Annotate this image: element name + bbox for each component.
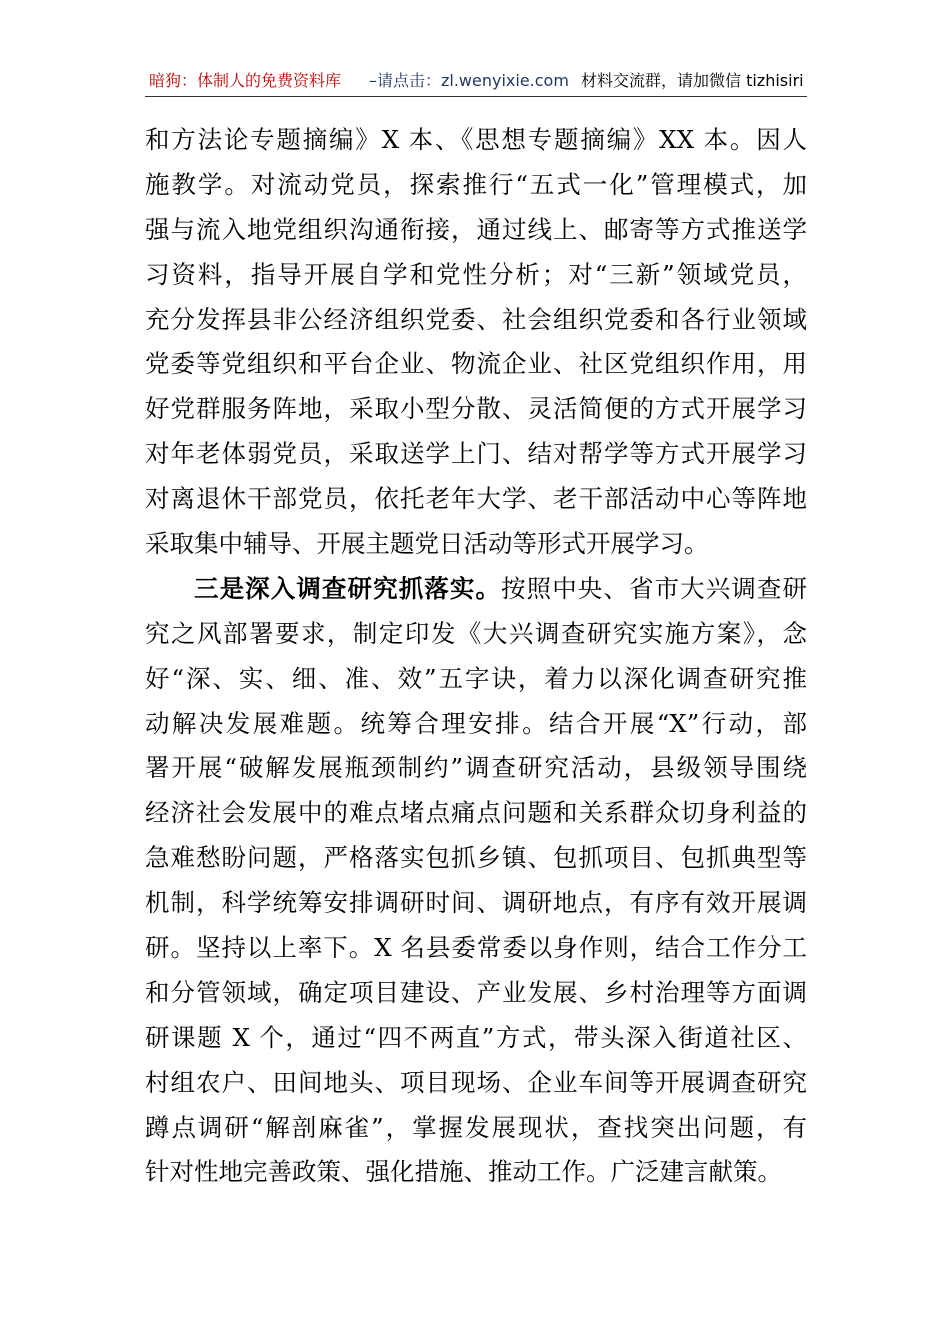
document-body xyxy=(145,118,807,1195)
body-line: 采取集中辅导、开展主题党日活动等形式开展学习。 xyxy=(145,529,709,559)
body-line: 村组农户、田间地头、项目现场、企业车间等开展调查研究 xyxy=(145,1067,807,1097)
page-header xyxy=(145,64,807,97)
site-link[interactable]: –请点击：zl.wenyixie.com xyxy=(369,71,569,90)
body-line: 和方法论专题摘编》X 本、《思想专题摘编》XX 本。因人 xyxy=(145,125,807,154)
body-line: 经济社会发展中的难点堵点痛点问题和关系群众切身利益的 xyxy=(145,798,807,828)
body-line: 研课题 X 个，通过“四不两直”方式，带头深入街道社区、 xyxy=(145,1022,807,1052)
body-line: 强与流入地党组织沟通衔接，通过线上、邮寄等方式推送学 xyxy=(145,214,807,244)
contact-info: 材料交流群，请加微信 tizhisiri xyxy=(581,71,804,90)
body-line: 对年老体弱党员，采取送学上门、结对帮学等方式开展学习 xyxy=(145,439,807,469)
body-line: 研。坚持以上率下。X 名县委常委以身作则，结合工作分工 xyxy=(145,933,807,963)
section-first-line xyxy=(145,567,807,612)
body-line: 习资料，指导开展自学和党性分析；对“三新”领域党员， xyxy=(145,259,807,289)
body-line: 究之风部署要求，制定印发《大兴调查研究实施方案》，念 xyxy=(145,618,807,648)
body-line: 施教学。对流动党员，探索推行“五式一化”管理模式，加 xyxy=(145,169,807,199)
body-line: 好党群服务阵地，采取小型分散、灵活简便的方式开展学习 xyxy=(145,394,807,424)
body-line: 和分管领域，确定项目建设、产业发展、乡村治理等方面调 xyxy=(145,977,807,1007)
body-line: 机制，科学统筹安排调研时间、调研地点，有序有效开展调 xyxy=(145,888,807,918)
body-line: 好“深、实、细、准、效”五字诀，着力以深化调查研究推 xyxy=(145,663,807,693)
section-heading: 三是深入调查研究抓落实。 xyxy=(194,573,502,603)
section-first-line-text: 按照中央、省市大兴调查研 xyxy=(501,573,808,603)
body-line: 蹲点调研“解剖麻雀”，掌握发展现状，查找突出问题，有 xyxy=(145,1112,807,1142)
body-line: 急难愁盼问题，严格落实包抓乡镇、包抓项目、包抓典型等 xyxy=(145,843,807,873)
body-line: 动解决发展难题。统筹合理安排。结合开展“X”行动，部 xyxy=(145,708,807,738)
body-line: 充分发挥县非公经济组织党委、社会组织党委和各行业领域 xyxy=(145,304,807,334)
body-line: 署开展“破解发展瓶颈制约”调查研究活动，县级领导围绕 xyxy=(145,753,807,783)
body-line: 对离退休干部党员，依托老年大学、老干部活动中心等阵地 xyxy=(145,484,807,514)
body-line: 针对性地完善政策、强化措施、推动工作。广泛建言献策。 xyxy=(145,1157,782,1187)
site-name: 暗狗：体制人的免费资料库 xyxy=(149,71,342,90)
body-line: 党委等党组织和平台企业、物流企业、社区党组织作用，用 xyxy=(145,349,807,379)
